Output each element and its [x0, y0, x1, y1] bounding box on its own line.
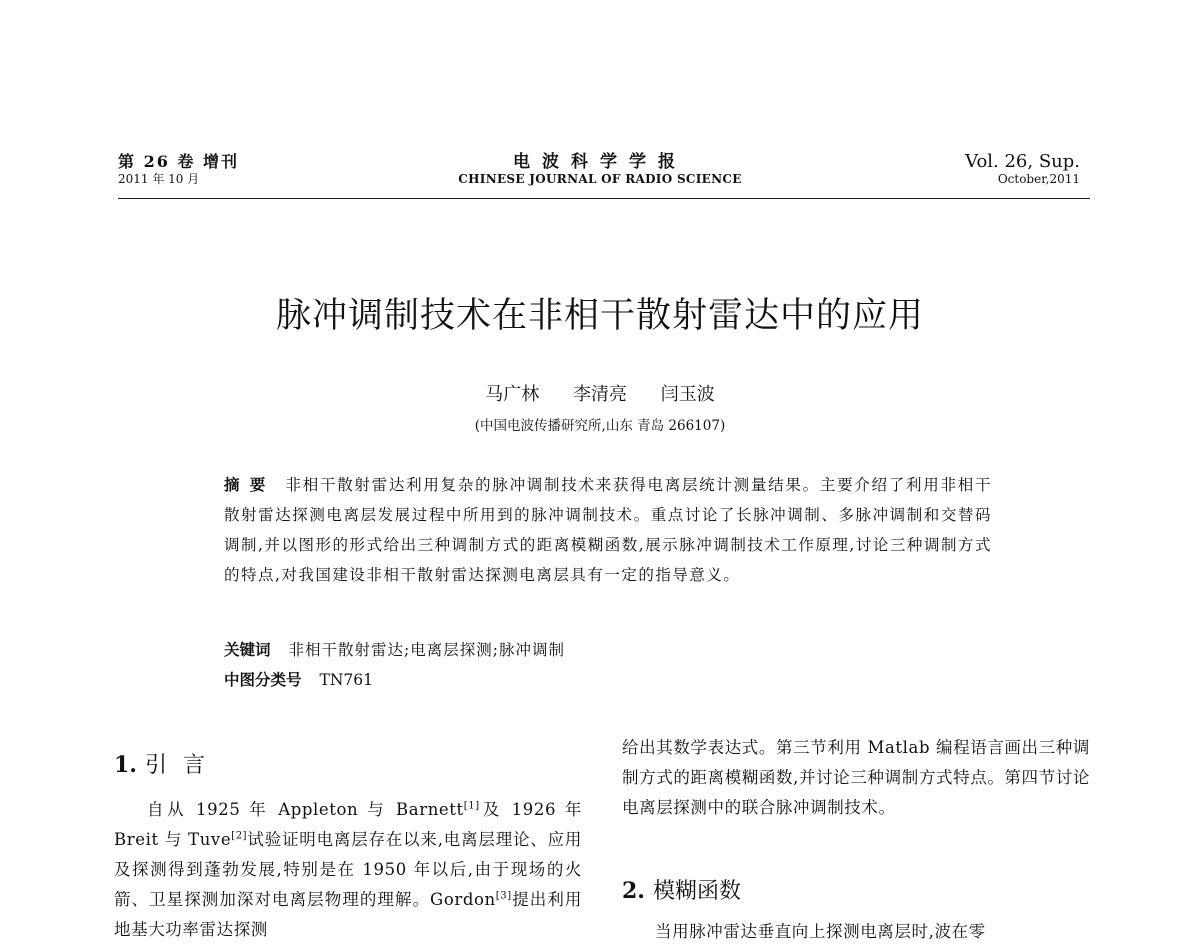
classification-code: TN761 — [319, 671, 374, 689]
affiliation: (中国电波传播研究所,山东 青岛 266107) — [474, 418, 726, 434]
classification — [224, 668, 373, 690]
abstract-text: 非相干散射雷达利用复杂的脉冲调制技术来获得电离层统计测量结果。主要介绍了利用非相干散射雷达探测电离层发展过程中所用到的脉冲调制技术。重点讨论了长脉冲调制、多脉冲调制和交替码调制,并以图形的形式给出三种调制方式的距离模糊函数,展示脉冲调制技术工作原理,讨论三种调制方式的特点,对我国建设非相干散射雷达探测电离层具有一定的指导意义。 — [224, 476, 992, 584]
intro-paragraph — [114, 795, 582, 945]
author-name: 闫玉波 — [660, 384, 715, 405]
citation-ref[interactable]: [3] — [495, 890, 512, 902]
text-run: 自从 1925 年 Appleton 与 Barnett — [147, 800, 464, 819]
right-column — [622, 733, 1090, 823]
text-run: 试验证明电离层存在以来,电离层理论、应用及探测得到蓬勃发展,特别是在 1950 年以后,由于现场的火箭、卫星探测加深对电离层物理的理解。Gordon — [114, 830, 583, 909]
header-rule — [118, 198, 1090, 199]
keywords-text: 非相干散射雷达;电离层探测;脉冲调制 — [288, 641, 565, 659]
keywords — [224, 638, 565, 660]
section-number: 2. — [622, 878, 645, 904]
publication-date: 2011 年 10 月 — [118, 172, 200, 186]
citation-ref[interactable]: [1] — [463, 800, 480, 812]
journal-name-en: CHINESE JOURNAL OF RADIO SCIENCE — [458, 172, 742, 186]
author-list — [0, 380, 1200, 406]
abstract — [224, 470, 992, 590]
text-run: 提出利用地基大功率雷达探测 — [114, 890, 583, 939]
left-column — [114, 795, 582, 945]
text-run: 及 1926 年 Breit 与 Tuve — [114, 800, 583, 849]
section-title: 模糊函数 — [652, 879, 741, 904]
running-header-journal — [380, 152, 820, 187]
section-number: 1. — [114, 752, 137, 778]
section-title: 引言 — [144, 753, 221, 778]
abstract-label: 摘要 — [224, 475, 276, 494]
continued-paragraph: 给出其数学表达式。第三节利用 Matlab 编程语言画出三种调制方式的距离模糊函数,并讨论三种调制方式特点。第四节讨论电离层探测中的联合脉冲调制技术。 — [622, 738, 1090, 817]
volume-issue: 第 26 卷 增刊 — [118, 152, 239, 171]
running-header-right — [965, 152, 1080, 187]
right-column-section2 — [622, 917, 1090, 947]
paper-title: 脉冲调制技术在非相干散射雷达中的应用 — [275, 296, 924, 336]
running-header-left — [118, 152, 239, 187]
author-name: 马广林 — [485, 384, 540, 405]
date-en: October,2011 — [997, 172, 1080, 186]
ambiguity-paragraph: 当用脉冲雷达垂直向上探测电离层时,波在零 — [655, 922, 986, 941]
section-heading-intro — [114, 748, 221, 779]
keywords-label: 关键词 — [224, 640, 271, 659]
section-heading-ambiguity — [622, 874, 741, 905]
volume-en: Vol. 26, Sup. — [965, 151, 1080, 172]
author-name: 李清亮 — [573, 384, 627, 405]
classification-label: 中图分类号 — [224, 670, 302, 689]
journal-name-cn: 电波科学学报 — [513, 152, 687, 172]
citation-ref[interactable]: [2] — [231, 830, 248, 842]
